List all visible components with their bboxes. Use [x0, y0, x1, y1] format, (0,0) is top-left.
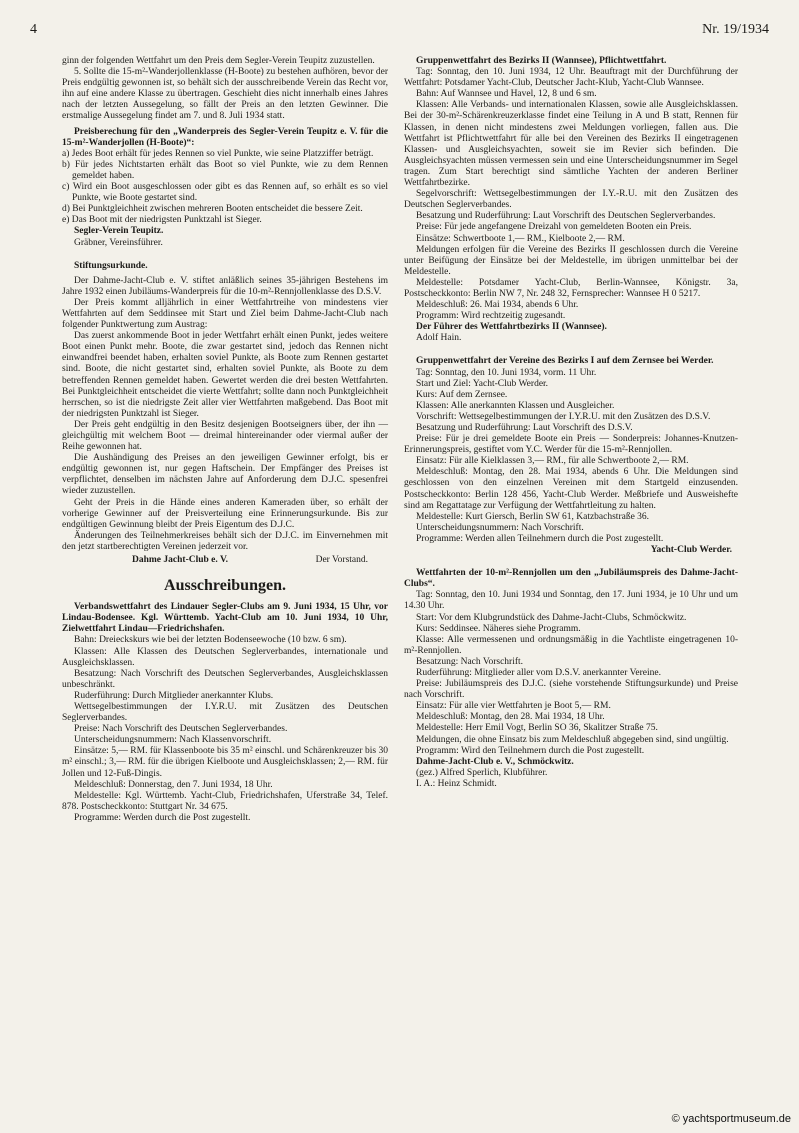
bezirk1-paragraph: Preise: Für je drei gemeldete Boote ein Preis — Sonderpreis: Johannes-Knutzen-Erinnerungspreis, gestiftet vom Y.C. Werder für die 15-m²-Rennjollen. [404, 434, 738, 456]
stiftung-paragraph: Der Preis kommt alljährlich in einer Wettfahrtreihe von mindestens vier Wettfahrten auf dem Seddinsee mit Start und Ziel beim Dahme-Jacht-Club nach folgender Punktwertung zum Austrag: [62, 297, 388, 331]
bezirk2-paragraph: Besatzung und Ruderführung: Laut Vorschrift des Deutschen Seglerverbandes. [416, 211, 716, 222]
verband-paragraph: Wettsegelbestimmungen der I.Y.R.U. mit Zusätzen des Deutschen Seglerverbandes. [62, 701, 388, 724]
jubilaeum-paragraph: Programm: Wird den Teilnehmern durch die Post zugestellt. [416, 745, 645, 756]
list-item: b) Für jedes Nichtstarten erhält das Boot so viel Punkte, wie zu dem Rennen gemeldet haben. [62, 159, 388, 181]
bezirk2-paragraph: Klassen: Alle Verbands- und internationalen Klassen, sowie alle Ausgleichsklassen. Bei der 30-m²-Schärenkreuzerklasse findet eine Teilung in A und B statt, Rennen für Klassen, in denen nicht mindestens zwei Meldungen vorliegen, fallen aus. Die Wettfahrt ist Pflichtwettfahrt für alle bei den Vereinen des Bezirks II eingetragenen Klassen- und Ausgleichsyachten, soweit sie im Revier sich befinden. Die Ausgleichsyachten müssen vermessen sein und eine Unterscheidungsnummer im Segel tragen. Zum Start berechtigt sind sämtliche Yachten der anderen Berliner Wettfahrtbezirke. [404, 100, 738, 189]
bezirk2-name: Adolf Hain. [416, 333, 462, 344]
bezirk2-paragraph: Meldestelle: Potsdamer Yacht-Club, Berlin-Wannsee, Königstr. 3a, Postscheckkonto: Berlin NW 7, Nr. 248 32, Fernsprecher: Wannsee H 0 5217. [404, 277, 738, 299]
vorstand: Der Vorstand. [315, 555, 368, 566]
section-heading: Ausschreibungen. [164, 577, 286, 595]
verband-paragraph: Bahn: Dreieckskurs wie bei der letzten Bodenseewoche (10 bzw. 6 sm). [74, 635, 347, 646]
jubilaeum-paragraph: Besatzung: Nach Vorschrift. [416, 656, 524, 667]
jubilaeum-title: Wettfahrten der 10-m²-Rennjollen um den „Jubiläumspreis des Dahme-Jacht-Clubs“. [404, 568, 738, 590]
verband-title: Verbandswettfahrt des Lindauer Segler-Clubs am 9. Juni 1934, 15 Uhr, vor Lindau-Bodensee. Kgl. Württemb. Yacht-Club am 10. Juni 1934, 10 Uhr, Zielwettfahrt Lindau—Friedrichshafen. [62, 602, 388, 635]
schmidt-name: I. A.: Heinz Schmidt. [416, 778, 497, 789]
verband-paragraph: Einsätze: 5,— RM. für Klassenboote bis 35 m² einschl. und Schärenkreuzer bis 30 m² einschl.; 3,— RM. für die übrigen Kielboote und Ausgleichsklassen; 2,— RM. für Jollen und 12-Fuß-Dingis. [62, 746, 388, 779]
stiftung-paragraph: Der Dahme-Jacht-Club e. V. stiftet anläßlich seines 35-jährigen Bestehens im Jahre 1932 einen Jubiläums-Wanderpreis für die 10-m²-Rennjollenklasse des D.S.V. [62, 275, 388, 297]
jubilaeum-paragraph: Meldestelle: Herr Emil Vogt, Berlin SO 36, Skalitzer Straße 75. [416, 723, 658, 734]
bezirk1-paragraph: Einsatz: Für alle Kielklassen 3,— RM., für alle Schwertboote 2,— RM. [416, 456, 689, 467]
bezirk1-paragraph: Meldeschluß: Montag, den 28. Mai 1934, abends 6 Uhr. Die Meldungen sind geschlossen von den einzelnen Vereinen mit dem Startgeld einzusenden. Postscheckkonto: Berlin 128 456, Yacht-Club Werder. Meßbriefe und Ausweishefte sind am Regattatage zur Verfügung der Wettfahrtleitung zu halten. [404, 467, 738, 511]
jubilaeum-paragraph: Kurs: Seddinsee. Näheres siehe Programm. [416, 623, 581, 634]
verband-paragraph: Besatzung: Nach Vorschrift des Deutschen Seglerverbandes, Ausgleichsklassen unbeschränkt. [62, 668, 388, 690]
stiftung-paragraph: Die Aushändigung des Preises an den jeweiligen Gewinner erfolgt, bis er endgültig gewonnen ist, nur gegen Haftschein. Der Empfänger des Preises ist verpflichtet, denselben im nächsten Jahre auf Anforderung dem D.J.C. spesenfrei wieder zuzustellen. [62, 453, 388, 497]
list-item: e) Das Boot mit der niedrigsten Punktzahl ist Sieger. [62, 215, 262, 226]
bezirk2-paragraph: Segelvorschrift: Wettsegelbestimmungen der I.Y.-R.U. mit den Zusätzen des Deutschen Seglerverbandes. [404, 189, 738, 211]
jubilaeum-paragraph: Preise: Jubiläumspreis des D.J.C. (siehe vorstehende Stiftungsurkunde) und Preise nach Vorschrift. [404, 679, 738, 701]
bezirk1-paragraph: Start und Ziel: Yacht-Club Werder. [416, 378, 549, 389]
bezirk2-paragraph: Programm: Wird rechtzeitig zugesandt. [416, 311, 566, 322]
list-item: c) Wird ein Boot ausgeschlossen oder gibt es das Rennen auf, so erhält es so viel Punkte, wie Boote gestartet sind. [62, 182, 388, 204]
preis-title: Preisberechung für den „Wanderpreis des Segler-Verein Teupitz e. V. für die 15-m²-Wanderjollen (H-Boote)“: [62, 126, 388, 148]
bezirk2-title: Gruppenwettfahrt des Bezirks II (Wannsee), Pflichtwettfahrt. [416, 56, 667, 66]
page-header [30, 22, 769, 42]
preis-list [62, 149, 388, 227]
verband-paragraph: Unterscheidungsnummern: Nach Klassenvorschrift. [74, 735, 272, 746]
stiftung-signature [62, 555, 388, 566]
bezirk1-paragraph: Klassen: Alle anerkannten Klassen und Ausgleicher. [416, 400, 615, 411]
teupitz-name: Gräbner, Vereinsführer. [74, 237, 163, 248]
teupitz-signature: Segler-Verein Teupitz. [74, 226, 164, 237]
jubilaeum-paragraph: Ruderführung: Mitglieder aller vom D.S.V. anerkannter Vereine. [416, 667, 662, 678]
bezirk1-title: Gruppenwettfahrt der Vereine des Bezirks I auf dem Zernsee bei Werder. [416, 356, 714, 367]
watermark [672, 1113, 791, 1125]
club-name: Dahme Jacht-Club e. V. [132, 555, 228, 566]
bezirk2-paragraph: Einsätze: Schwertboote 1,— RM., Kielboote 2,— RM. [416, 233, 625, 244]
dahme-signature: Dahme-Jacht-Club e. V., Schmöckwitz. [416, 756, 574, 767]
bezirk1-paragraph: Vorschrift: Wettsegelbestimmungen der I.Y.R.U. mit den Zusätzen des D.S.V. [416, 411, 711, 422]
bezirk2-paragraph: Preise: Für jede angefangene Dreizahl von gemeldeten Booten ein Preis. [416, 222, 692, 233]
jubilaeum-paragraph: Klasse: Alle vermessenen und ordnungsmäßig in die Yachtliste eingetragenen 10-m²-Rennjollen. [404, 634, 738, 656]
list-item: d) Bei Punktgleichheit zwischen mehreren Booten entscheidet die bessere Zeit. [62, 204, 363, 215]
left-column [62, 56, 388, 824]
verband-paragraph: Meldestelle: Kgl. Württemb. Yacht-Club, Friedrichshafen, Uferstraße 34, Telef. 878. Postscheckkonto: Stuttgart Nr. 34 675. [62, 790, 388, 812]
bezirk1-paragraph: Kurs: Auf dem Zernsee. [416, 389, 508, 400]
stiftung-paragraph: Geht der Preis in die Hände eines anderen Kameraden über, so erhält der vorherige Gewinner auf der Preisverteilung eine Erinnerungsurkunde. Bis zur endgültigen Gewinnung bleibt der Preis Eigentum des D.J.C. [62, 497, 388, 530]
verband-paragraph: Meldeschluß: Donnerstag, den 7. Juni 1934, 18 Uhr. [74, 779, 273, 790]
jubilaeum-paragraph: Meldungen, die ohne Einsatz bis zum Meldeschluß abgegeben sind, sind ungültig. [416, 734, 729, 745]
bezirk1-paragraph: Meldestelle: Kurt Giersch, Berlin SW 61, Katzbachstraße 36. [416, 511, 650, 522]
stiftung-title: Stiftungsurkunde. [74, 260, 148, 271]
verband-paragraph: Programme: Werden durch die Post zugestellt. [74, 812, 251, 823]
jubilaeum-paragraph: Meldeschluß: Montag, den 28. Mai 1934, 18 Uhr. [416, 712, 605, 723]
verband-paragraph: Ruderführung: Durch Mitglieder anerkannter Klubs. [74, 690, 274, 701]
bezirk2-paragraph: Bahn: Auf Wannsee und Havel, 12, 8 und 6 sm. [416, 89, 597, 100]
stiftung-paragraph: Änderungen des Teilnehmerkreises behält sich der D.J.C. im Einvernehmen mit den jetzt startberechtigten Vereinen jederzeit vor. [62, 530, 388, 552]
jubilaeum-paragraph: Start: Vor dem Klubgrundstück des Dahme-Jacht-Clubs, Schmöckwitz. [416, 612, 687, 623]
sperlich-name: (gez.) Alfred Sperlich, Klubführer. [416, 767, 548, 778]
list-item: a) Jedes Boot erhält für jedes Rennen so viel Punkte, wie seine Platzziffer beträgt. [62, 148, 374, 159]
issue-number: Nr. 19/1934 [702, 22, 769, 37]
watermark-text: © yachtsportmuseum.de [671, 1113, 791, 1125]
page-number: 4 [30, 22, 37, 37]
jubilaeum-paragraph: Einsatz: Für alle vier Wettfahrten je Boot 5,— RM. [416, 701, 611, 712]
verband-paragraph: Preise: Nach Vorschrift des Deutschen Seglerverbandes. [74, 724, 288, 735]
paragraph-5: 5. Sollte die 15-m²-Wanderjollenklasse (H-Boote) zu bestehen aufhören, bevor der Preis endgültig gewonnen ist, so behält sich der ausschreibende Verein das Recht vor, ihn auf eine andere Klasse zu übertragen. Geschieht dies nicht innerhalb eines Jahres nach der letzten Aussegelung, so fällt der Preis an den letzten Gewinner. Die erstmalige Aussegelung findet am 7. und 8. Juli 1934 statt. [62, 67, 388, 122]
bezirk1-paragraph: Besatzung und Ruderführung: Laut Vorschrift des D.S.V. [416, 423, 633, 433]
bezirk2-paragraph: Meldeschluß: 26. Mai 1934, abends 6 Uhr. [416, 300, 579, 311]
intro-text: ginn der folgenden Wettfahrt um den Preis dem Segler-Verein Teupitz zuzustellen. [62, 56, 375, 66]
stiftung-paragraph: Das zuerst ankommende Boot in jeder Wettfahrt erhält einen Punkt, jedes weitere Boot einen Punkt mehr. Boote, die zwar gestartet sind, jedoch das Rennen nicht einwandfrei beendet haben, erhalten soviel Punkte, als Boote zum Rennen gestartet sind. Boote, die nicht gestartet sind, erhalten soviel Punkte, als Boote zu dem betreffenden Rennen gemeldet haben. Gewertet werden die drei besten Wettfahrten. Bei Punktgleichheit entscheidet die vierte Wettfahrt; sollte dann noch Punktgleichheit herrschen, so ist die niedrigste Zeit aller vier Wettfahrten maßgebend. Das Boot mit der niedrigsten Punktzahl ist Sieger. [62, 331, 388, 419]
right-column [404, 56, 738, 790]
jubilaeum-paragraph: Tag: Sonntag, den 10. Juni 1934 und Sonntag, den 17. Juni 1934, je 10 Uhr und um 14.30 Uhr. [404, 590, 738, 612]
verband-paragraph: Klassen: Alle Klassen des Deutschen Seglerverbandes, internationale und Ausgleichsklassen. [62, 646, 388, 668]
werder-signature: Yacht-Club Werder. [650, 545, 732, 556]
bezirk2-signature: Der Führer des Wettfahrtbezirks II (Wannsee). [416, 322, 607, 333]
bezirk2-paragraph: Tag: Sonntag, den 10. Juni 1934, 12 Uhr. Beauftragt mit der Durchführung der Wettfahrt: Potsdamer Yacht-Club, Deutscher Jacht-Klub, Yacht-Club Wannsee. [404, 67, 738, 89]
stiftung-paragraph: Der Preis geht endgültig in den Besitz desjenigen Bootseigners über, der ihn — gleichgültig mit welchem Boot — dreimal hintereinander oder viermal außer der Reihe gewonnen hat. [62, 419, 388, 453]
bezirk1-paragraph: Tag: Sonntag, den 10. Juni 1934, vorm. 11 Uhr. [416, 367, 597, 378]
bezirk1-paragraph: Programme: Werden allen Teilnehmern durch die Post zugestellt. [416, 533, 664, 544]
bezirk2-paragraph: Meldungen erfolgen für die Vereine des Bezirks II geschlossen durch die Vereine unter Beifügung der Einsätze bei der Meldestelle, im übrigen unmittelbar bei der Meldestelle. [404, 244, 738, 277]
bezirk1-paragraph: Unterscheidungsnummern: Nach Vorschrift. [416, 522, 584, 533]
